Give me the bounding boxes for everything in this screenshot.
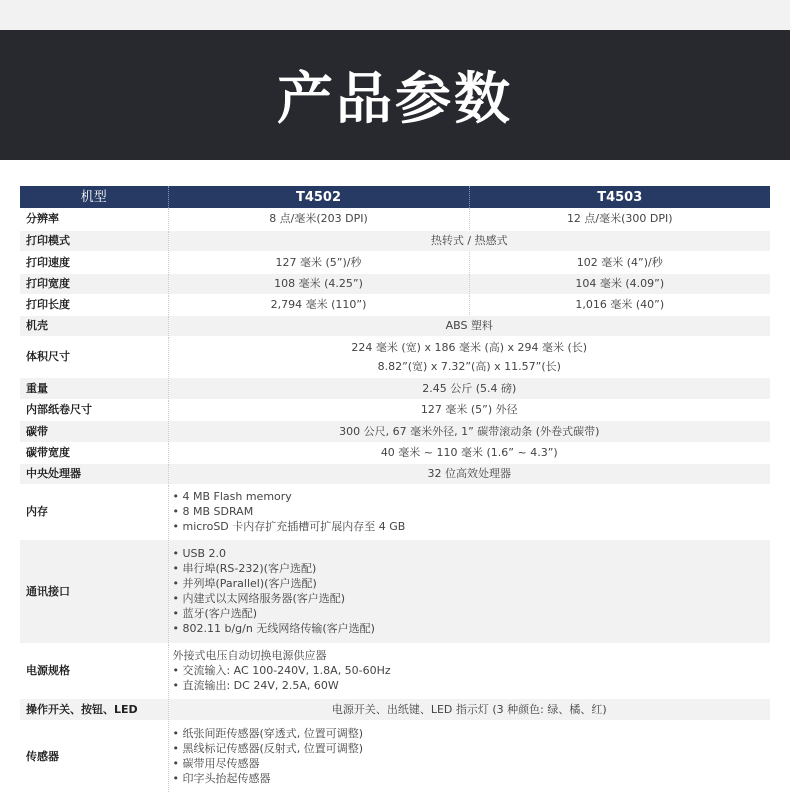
banner-title: 产品参数 xyxy=(277,67,513,132)
row-print-speed xyxy=(20,251,770,273)
row-resolution xyxy=(20,208,770,230)
label-dimensions: 体积尺寸 xyxy=(20,336,168,377)
value-sensors xyxy=(168,720,770,792)
row-print-width xyxy=(20,273,770,294)
list-item: • 纸张间距传感器(穿透式, 位置可调整) xyxy=(172,727,364,740)
value-print-mode: 热转式 / 热感式 xyxy=(168,230,770,251)
value-resolution-t4502: 8 点/毫米(203 DPI) xyxy=(168,208,469,230)
list-item: • 串行埠(RS-232)(客户选配) xyxy=(172,562,317,575)
label-print-mode: 打印模式 xyxy=(20,230,168,251)
list-item: • 黑线标记传感器(反射式, 位置可调整) xyxy=(172,742,364,755)
label-housing: 机壳 xyxy=(20,315,168,336)
header-model: 机型 xyxy=(20,186,168,208)
row-dimensions xyxy=(20,336,770,377)
list-item: • 碳带用尽传感器 xyxy=(172,757,260,770)
list-item: • 8 MB SDRAM xyxy=(172,505,254,518)
label-ribbon: 碳带 xyxy=(20,420,168,442)
value-print-length-t4503: 1,016 毫米 (40”) xyxy=(469,294,770,315)
header-t4502: T4502 xyxy=(168,186,469,208)
label-interface: 通讯接口 xyxy=(20,539,168,643)
value-print-width-t4502: 108 毫米 (4.25”) xyxy=(168,273,469,294)
list-item: • 印字头抬起传感器 xyxy=(172,772,271,785)
list-item: • USB 2.0 xyxy=(172,547,227,560)
list-item: • 802.11 b/g/n 无线网络传输(客户选配) xyxy=(172,622,375,635)
label-cpu: 中央处理器 xyxy=(20,463,168,484)
row-roll-size xyxy=(20,399,770,420)
label-memory: 内存 xyxy=(20,484,168,539)
dimensions-imperial: 8.82”(宽) x 7.32”(高) x 11.57”(长) xyxy=(377,359,561,373)
row-memory xyxy=(20,484,770,539)
row-print-mode xyxy=(20,230,770,251)
value-memory xyxy=(168,484,770,539)
value-print-width-t4503: 104 毫米 (4.09”) xyxy=(469,273,770,294)
row-ribbon xyxy=(20,420,770,442)
list-item: 外接式电压自动切换电源供应器 xyxy=(172,649,327,662)
list-item: • 内建式以太网络服务器(客户选配) xyxy=(172,592,346,605)
list-item: • 并列埠(Parallel)(客户选配) xyxy=(172,577,317,590)
row-housing xyxy=(20,315,770,336)
value-ribbon-width: 40 毫米 ~ 110 毫米 (1.6” ~ 4.3”) xyxy=(168,442,770,463)
value-resolution-t4503: 12 点/毫米(300 DPI) xyxy=(469,208,770,230)
list-item: • 交流输入: AC 100-240V, 1.8A, 50-60Hz xyxy=(172,664,391,677)
title-banner xyxy=(0,30,790,160)
value-controls: 电源开关、出纸键、LED 指示灯 (3 种颜色: 绿、橘、红) xyxy=(168,698,770,720)
row-ribbon-width xyxy=(20,442,770,463)
value-power xyxy=(168,643,770,698)
label-power: 电源规格 xyxy=(20,643,168,698)
label-controls: 操作开关、按钮、LED xyxy=(20,698,168,720)
spec-table xyxy=(20,186,770,793)
value-roll-size: 127 毫米 (5”) 外径 xyxy=(168,399,770,420)
value-cpu: 32 位高效处理器 xyxy=(168,463,770,484)
list-item: • 直流输出: DC 24V, 2.5A, 60W xyxy=(172,679,339,692)
label-print-length: 打印长度 xyxy=(20,294,168,315)
row-power xyxy=(20,643,770,698)
value-housing: ABS 塑料 xyxy=(168,315,770,336)
label-resolution: 分辨率 xyxy=(20,208,168,230)
header-row xyxy=(20,186,770,208)
label-weight: 重量 xyxy=(20,377,168,399)
top-strip xyxy=(0,0,790,30)
label-sensors: 传感器 xyxy=(20,720,168,792)
value-interface xyxy=(168,539,770,643)
row-sensors xyxy=(20,720,770,792)
dimensions-metric: 224 毫米 (宽) x 186 毫米 (高) x 294 毫米 (长) xyxy=(351,340,588,354)
value-print-length-t4502: 2,794 毫米 (110”) xyxy=(168,294,469,315)
row-print-length xyxy=(20,294,770,315)
value-print-speed-t4502: 127 毫米 (5”)/秒 xyxy=(168,251,469,273)
row-controls xyxy=(20,698,770,720)
row-weight xyxy=(20,377,770,399)
list-item: • 蓝牙(客户选配) xyxy=(172,607,258,620)
list-item: • 4 MB Flash memory xyxy=(172,490,292,503)
row-interface xyxy=(20,539,770,643)
label-print-speed: 打印速度 xyxy=(20,251,168,273)
value-ribbon: 300 公尺, 67 毫米外径, 1” 碳带滚动条 (外卷式碳带) xyxy=(168,420,770,442)
label-print-width: 打印宽度 xyxy=(20,273,168,294)
value-weight: 2.45 公斤 (5.4 磅) xyxy=(168,377,770,399)
list-item: • microSD 卡内存扩充插槽可扩展内存至 4 GB xyxy=(172,520,406,533)
label-ribbon-width: 碳带宽度 xyxy=(20,442,168,463)
value-print-speed-t4503: 102 毫米 (4”)/秒 xyxy=(469,251,770,273)
label-roll-size: 内部纸卷尺寸 xyxy=(20,399,168,420)
header-t4503: T4503 xyxy=(469,186,770,208)
row-cpu xyxy=(20,463,770,484)
value-dimensions xyxy=(168,336,770,377)
